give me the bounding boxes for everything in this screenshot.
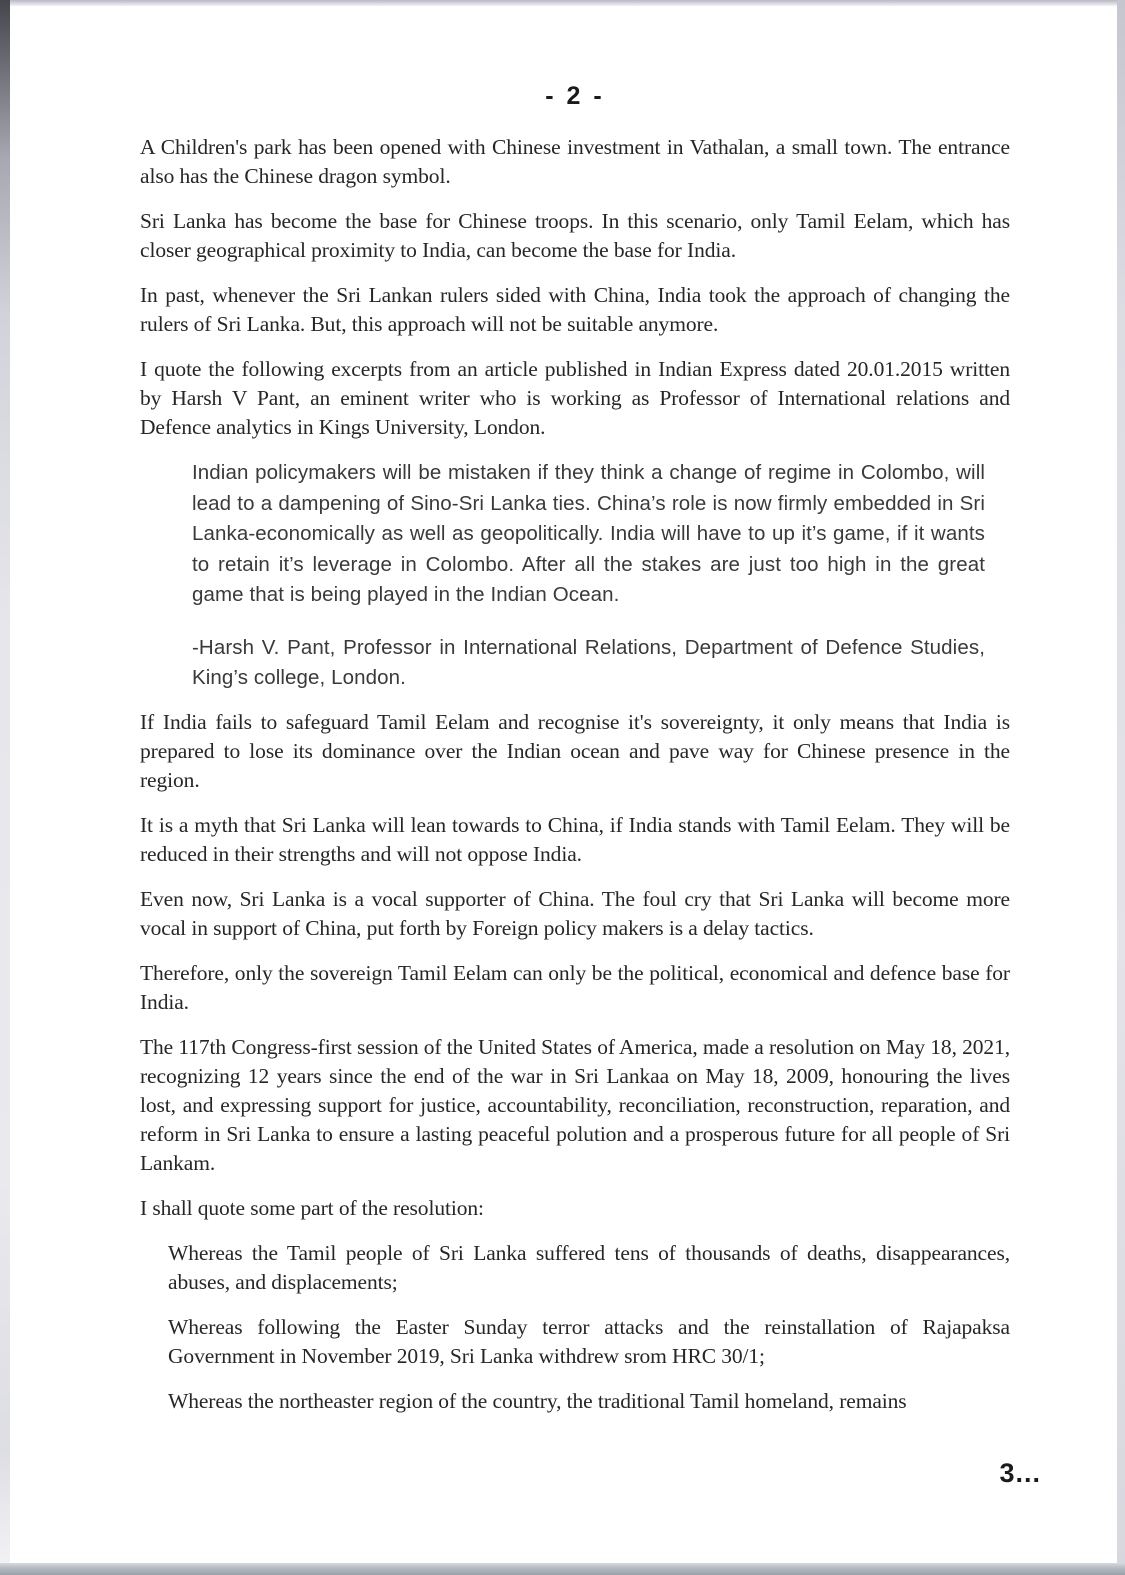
- paragraph-rulers-sided-china: In past, whenever the Sri Lankan rulers sided with China, India took the approach of changing the rulers of Sri Lanka. But, this approach will not be suitable anymore.: [140, 283, 1010, 336]
- whereas-clause-northeaster-region: Whereas the northeaster region of the country, the traditional Tamil homeland, remains: [168, 1388, 907, 1413]
- paragraph-sovereign-base: Therefore, only the sovereign Tamil Eelam can only be the political, economical and defence base for India.: [140, 960, 1010, 1014]
- whereas-clause-deaths: Whereas the Tamil people of Sri Lanka suffered tens of thousands of deaths, disappearances, abuses, and displacements;: [168, 1240, 1010, 1294]
- paragraph-chinese-troops: Sri Lanka has become the base for Chinese troops. In this scenario, only Tamil Eelam, which has closer geographical proximity to India, can become the base for India.: [140, 209, 1010, 262]
- photo-edge-top: [0, 0, 1125, 6]
- quote-attribution: -Harsh V. Pant, Professor in International Relations, Department of Defence Studies, King’s college, London.: [192, 635, 985, 689]
- whereas-clause-easter-attacks: Whereas following the Easter Sunday terror attacks and the reinstallation of Rajapaksa Government in November 2019, Sri Lanka withdrew srom HRC 30/1;: [168, 1314, 1010, 1368]
- article-excerpt-quote: Indian policymakers will be mistaken if they think a change of regime in Colombo, will lead to a dampening of Sino-Sri Lanka ties. China’s role is now firmly embedded in Sri Lanka-economically as well as geopolitically. India will have to up it’s game, if it wants to retain it’s leverage in Colombo. After all the stakes are just too high in the great game that is being played in the Indian Ocean.: [192, 461, 985, 606]
- photo-edge-left: [0, 0, 10, 1575]
- resolution-intro-line: I shall quote some part of the resolution:: [140, 1195, 484, 1220]
- page-body: [140, 84, 1010, 1432]
- paragraph-myth-lean-china: It is a myth that Sri Lanka will lean towards to China, if India stands with Tamil Eelam. They will be reduced in their strengths and will not oppose India.: [140, 812, 1010, 866]
- photo-edge-right: [1117, 0, 1125, 1575]
- paragraph-indian-express-intro: I quote the following excerpts from an article published in Indian Express dated 20.01.2015 written by Harsh V Pant, an eminent writer who is working as Professor of International relations and Defence analytics in Kings University, London.: [140, 357, 1010, 439]
- photo-edge-bottom: [0, 1563, 1125, 1575]
- paragraph-children-park: A Children's park has been opened with Chinese investment in Vathalan, a small town. The entrance also has the Chinese dragon symbol.: [140, 135, 1010, 188]
- page-number-label: - 2 -: [545, 82, 605, 110]
- paragraph-india-fails-safeguard: If India fails to safeguard Tamil Eelam and recognise it's sovereignty, it only means that India is prepared to lose its dominance over the Indian ocean and pave way for Chinese presence in the region.: [140, 709, 1010, 792]
- paragraph-congress-resolution: The 117th Congress-first session of the United States of America, made a resolution on May 18, 2021, recognizing 12 years since the end of the war in Sri Lankaa on May 18, 2009, honouring the lives lost, and expressing support for justice, accountability, reconciliation, reconstruction, reparation, and reform in Sri Lanka to ensure a lasting peaceful polution and a prosperous future for all people of Sri Lankam.: [140, 1034, 1010, 1175]
- paragraph-vocal-supporter: Even now, Sri Lanka is a vocal supporter of China. The foul cry that Sri Lanka will become more vocal in support of China, put forth by Foreign policy makers is a delay tactics.: [140, 886, 1010, 940]
- page-continuation-marker: 3...: [999, 1458, 1041, 1488]
